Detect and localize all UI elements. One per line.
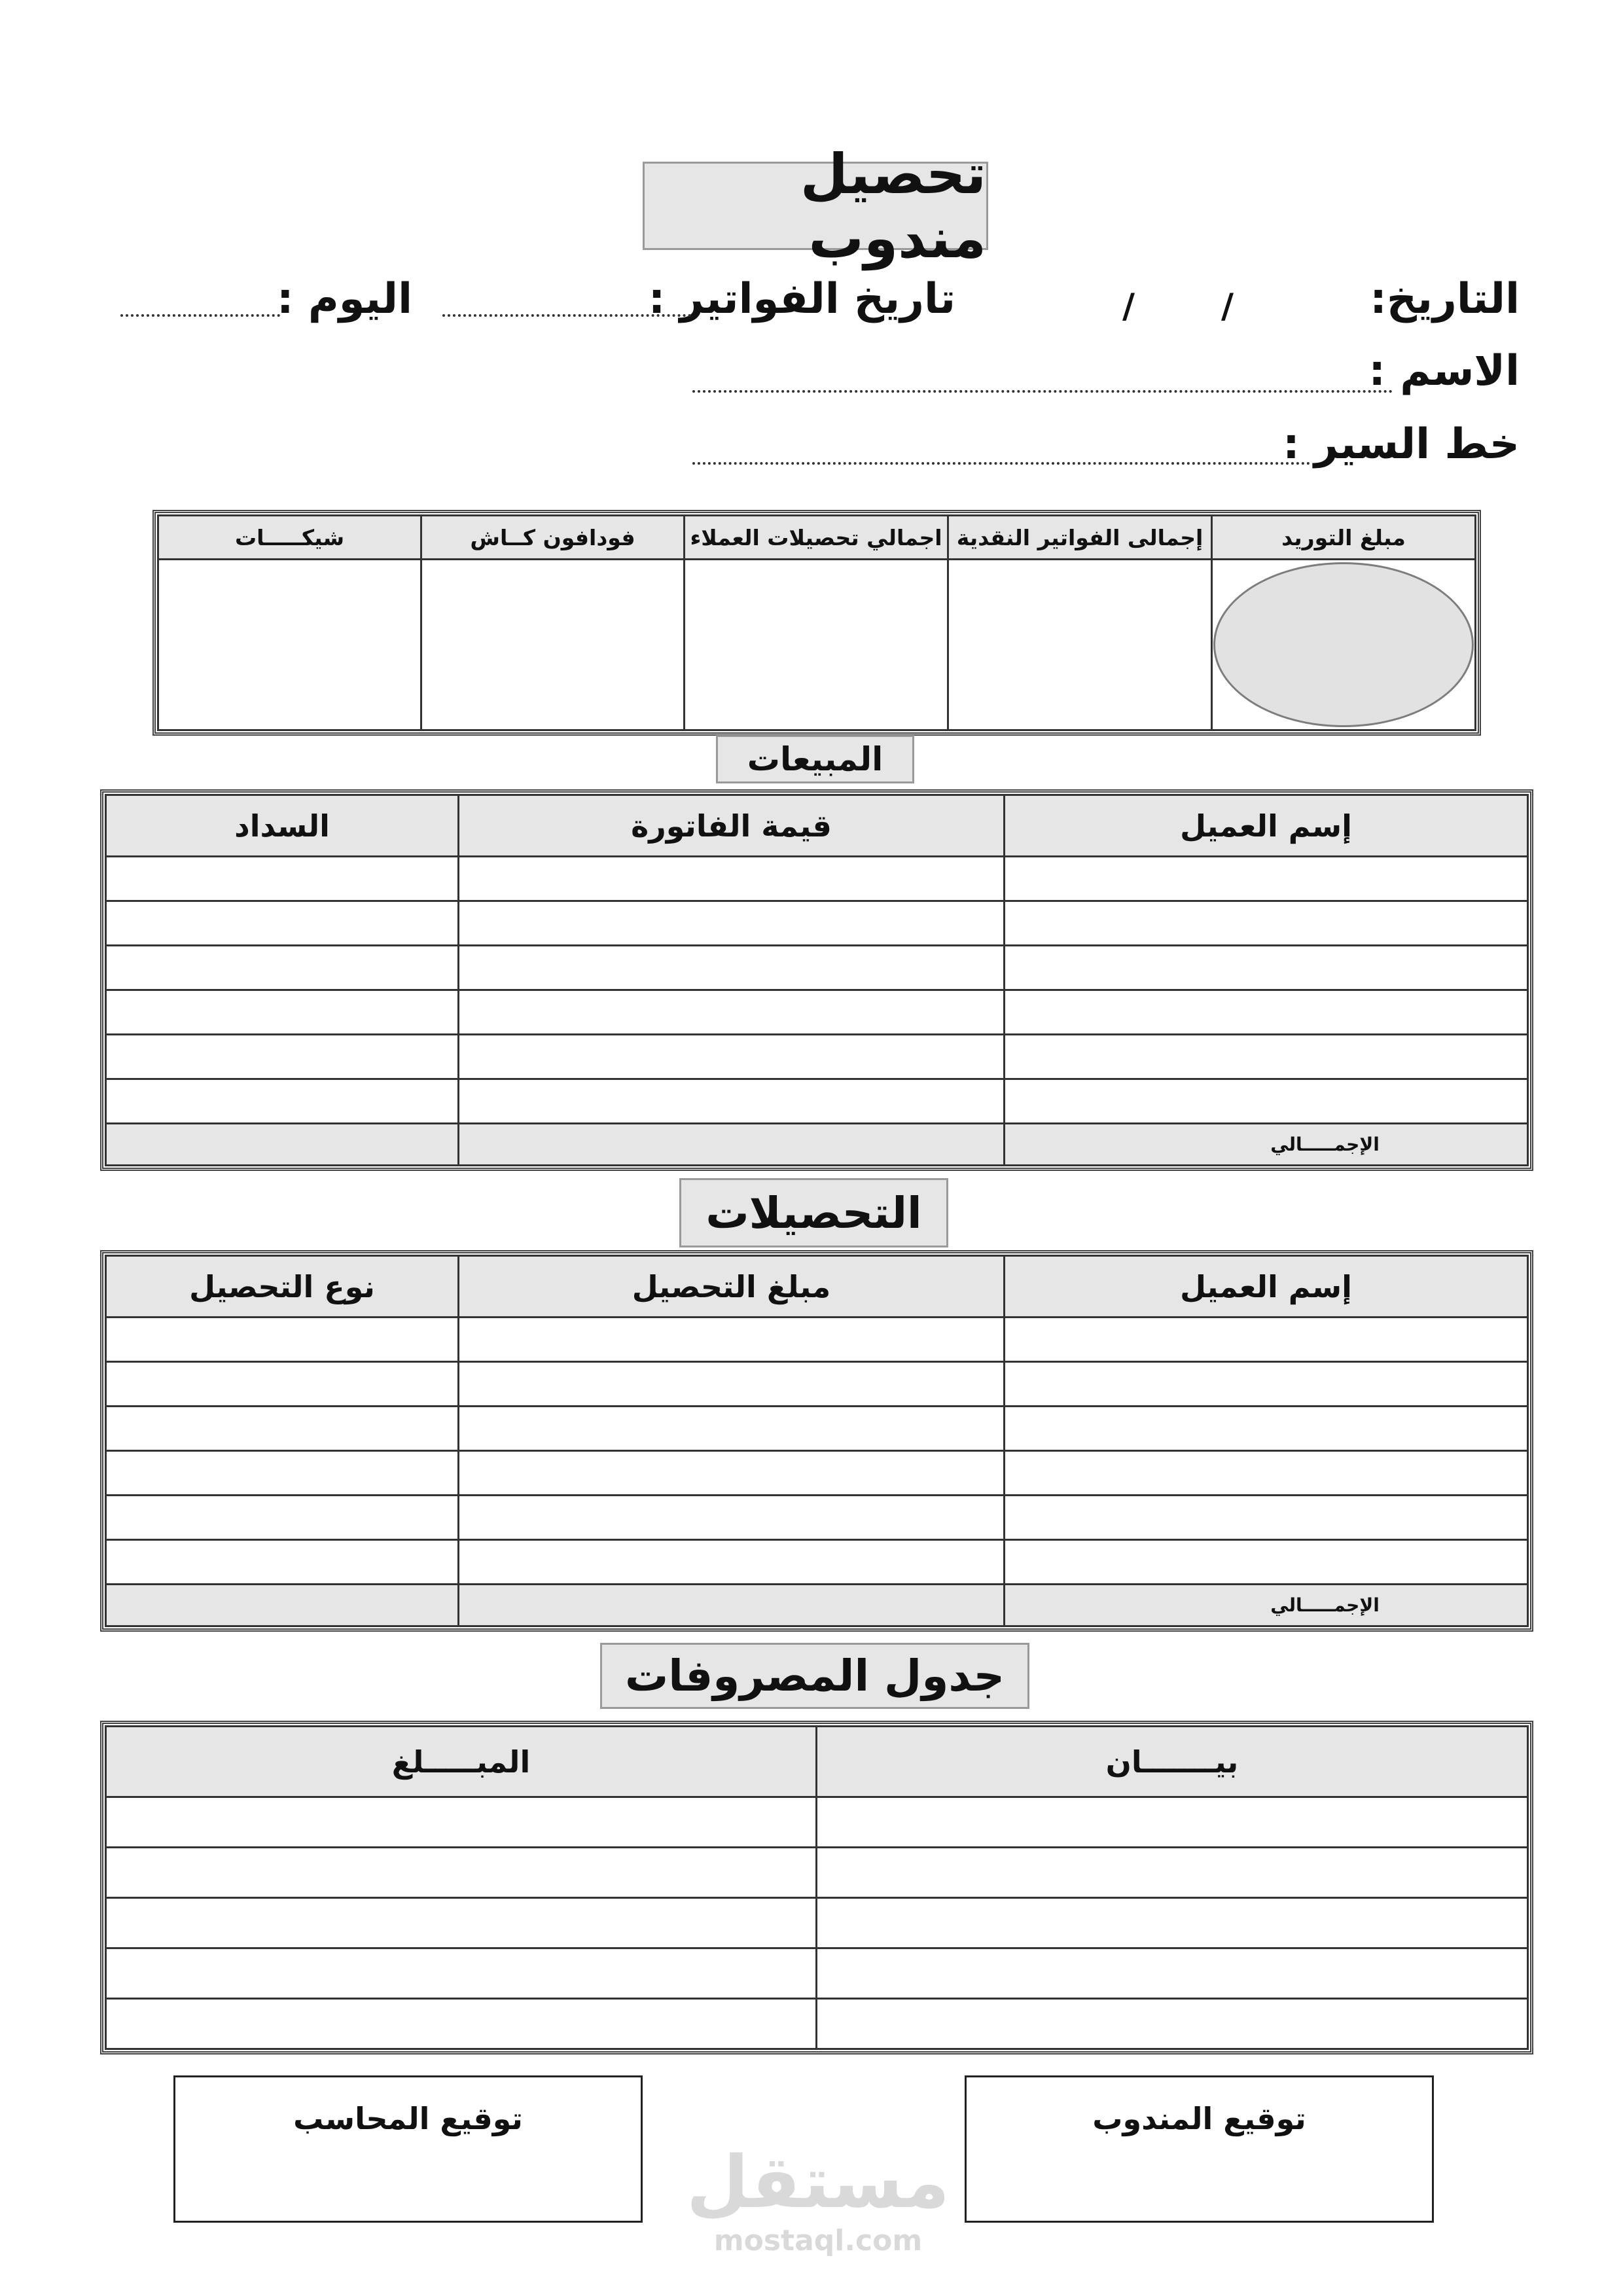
summary-header-3: اجمالي تحصيلات العملاء xyxy=(685,516,948,560)
customer-collections-total-cell[interactable] xyxy=(685,560,948,730)
sales-total-row xyxy=(106,1124,1528,1166)
collections-cell[interactable] xyxy=(1005,1318,1528,1362)
stamp-oval xyxy=(1213,562,1474,727)
expenses-cell[interactable] xyxy=(106,1948,817,1999)
sales-cell[interactable] xyxy=(106,901,459,946)
sales-header-1: إسم العميل xyxy=(1005,795,1528,857)
collections-cell[interactable] xyxy=(459,1318,1005,1362)
sales-table xyxy=(105,794,1529,1166)
expenses-cell[interactable] xyxy=(106,1848,817,1898)
sales-total-cell[interactable] xyxy=(459,1124,1005,1166)
sales-cell[interactable] xyxy=(459,1079,1005,1124)
invoice-date-label: تاريخ الفواتير : xyxy=(648,275,955,323)
collections-total-row xyxy=(106,1585,1528,1626)
date-separator-1: / xyxy=(1221,287,1234,326)
route-label: خط السير : xyxy=(1283,420,1520,469)
sales-cell[interactable] xyxy=(106,1035,459,1079)
collections-cell[interactable] xyxy=(1005,1362,1528,1407)
sales-header-2: قيمة الفاتورة xyxy=(459,795,1005,857)
page-title: تحصيل مندوب xyxy=(643,162,988,250)
day-field[interactable] xyxy=(120,314,280,317)
collections-row xyxy=(106,1451,1528,1496)
sales-cell[interactable] xyxy=(1005,857,1528,901)
invoice-date-field[interactable] xyxy=(442,314,691,317)
sales-total-cell[interactable] xyxy=(106,1124,459,1166)
sales-cell[interactable] xyxy=(459,990,1005,1035)
sales-cell[interactable] xyxy=(1005,1035,1528,1079)
collections-header-3: نوع التحصيل xyxy=(106,1256,459,1318)
sales-cell[interactable] xyxy=(106,857,459,901)
watermark-brand: مستقل xyxy=(686,2140,950,2224)
expenses-row xyxy=(106,1797,1528,1848)
sales-cell[interactable] xyxy=(1005,1079,1528,1124)
sales-row xyxy=(106,990,1528,1035)
collections-row xyxy=(106,1407,1528,1451)
summary-header-2: إجمالى الفواتير النقدية xyxy=(948,516,1212,560)
collections-total-label: الإجمـــــالي xyxy=(1005,1585,1528,1626)
sales-cell[interactable] xyxy=(106,946,459,990)
collections-label: التحصيلات xyxy=(679,1178,948,1247)
expenses-row xyxy=(106,1999,1528,2049)
expenses-table xyxy=(105,1725,1529,2050)
collections-row xyxy=(106,1496,1528,1540)
collections-cell[interactable] xyxy=(1005,1451,1528,1496)
name-label: الاسم : xyxy=(1368,347,1520,395)
sales-cell[interactable] xyxy=(1005,990,1528,1035)
accountant-signature-label: توقيع المحاسب xyxy=(293,2101,523,2136)
sales-cell[interactable] xyxy=(106,1079,459,1124)
date-month-field[interactable] xyxy=(1158,281,1217,327)
cheques-cell[interactable] xyxy=(158,560,421,730)
sales-row xyxy=(106,901,1528,946)
collections-cell[interactable] xyxy=(459,1451,1005,1496)
expenses-header-2: المبـــــلغ xyxy=(106,1727,817,1797)
collections-cell[interactable] xyxy=(1005,1407,1528,1451)
day-label: اليوم : xyxy=(277,275,412,323)
sales-cell[interactable] xyxy=(459,901,1005,946)
watermark-url: mostaql.com xyxy=(713,2224,923,2257)
rep-signature-box[interactable] xyxy=(965,2075,1434,2223)
collections-total-cell[interactable] xyxy=(459,1585,1005,1626)
sales-cell[interactable] xyxy=(459,857,1005,901)
collections-table xyxy=(105,1255,1529,1627)
collections-header-2: مبلغ التحصيل xyxy=(459,1256,1005,1318)
expenses-row xyxy=(106,1898,1528,1948)
date-year-field[interactable] xyxy=(1041,281,1119,327)
collections-cell[interactable] xyxy=(459,1407,1005,1451)
collections-cell[interactable] xyxy=(1005,1540,1528,1585)
collections-row xyxy=(106,1540,1528,1585)
summary-header-1: مبلغ التوريد xyxy=(1212,516,1476,560)
collections-cell[interactable] xyxy=(459,1496,1005,1540)
expenses-cell[interactable] xyxy=(817,1797,1528,1848)
collections-cell[interactable] xyxy=(1005,1496,1528,1540)
date-label: التاريخ: xyxy=(1370,275,1520,323)
expenses-cell[interactable] xyxy=(817,1948,1528,1999)
rep-signature-label: توقيع المندوب xyxy=(1092,2101,1306,2136)
expenses-row xyxy=(106,1948,1528,1999)
supply-amount-cell[interactable] xyxy=(1212,560,1476,730)
sales-row xyxy=(106,1035,1528,1079)
sales-cell[interactable] xyxy=(459,946,1005,990)
sales-row xyxy=(106,857,1528,901)
collections-row xyxy=(106,1318,1528,1362)
expenses-label: جدول المصروفات xyxy=(600,1643,1029,1709)
date-day-field[interactable] xyxy=(1257,281,1361,327)
collections-cell[interactable] xyxy=(106,1318,459,1362)
sales-cell[interactable] xyxy=(1005,946,1528,990)
sales-total-label: الإجمـــــالي xyxy=(1005,1124,1528,1166)
expenses-cell[interactable] xyxy=(817,1848,1528,1898)
summary-header-5: شيكـــــات xyxy=(158,516,421,560)
collections-cell[interactable] xyxy=(459,1540,1005,1585)
sales-row xyxy=(106,946,1528,990)
collections-cell[interactable] xyxy=(106,1451,459,1496)
expenses-cell[interactable] xyxy=(817,1999,1528,2049)
sales-cell[interactable] xyxy=(106,990,459,1035)
collections-cell[interactable] xyxy=(106,1407,459,1451)
cash-invoices-total-cell[interactable] xyxy=(948,560,1212,730)
expenses-row xyxy=(106,1848,1528,1898)
collections-header-1: إسم العميل xyxy=(1005,1256,1528,1318)
expenses-cell[interactable] xyxy=(817,1898,1528,1948)
collections-cell[interactable] xyxy=(106,1362,459,1407)
expenses-cell[interactable] xyxy=(106,1898,817,1948)
name-field[interactable] xyxy=(692,390,1393,393)
collections-total-cell[interactable] xyxy=(106,1585,459,1626)
sales-cell[interactable] xyxy=(459,1035,1005,1079)
expenses-cell[interactable] xyxy=(106,1797,817,1848)
accountant-signature-box[interactable] xyxy=(173,2075,643,2223)
summary-table xyxy=(157,514,1476,731)
sales-label: المبيعات xyxy=(716,735,914,783)
collections-cell[interactable] xyxy=(106,1540,459,1585)
collections-cell[interactable] xyxy=(106,1496,459,1540)
vodafone-cash-cell[interactable] xyxy=(421,560,685,730)
sales-cell[interactable] xyxy=(1005,901,1528,946)
summary-header-4: فودافون كــاش xyxy=(421,516,685,560)
collections-row xyxy=(106,1362,1528,1407)
expenses-cell[interactable] xyxy=(106,1999,817,2049)
expenses-header-1: بيـــــــان xyxy=(817,1727,1528,1797)
route-field[interactable] xyxy=(692,462,1310,465)
collections-cell[interactable] xyxy=(459,1362,1005,1407)
sales-row xyxy=(106,1079,1528,1124)
date-separator-2: / xyxy=(1122,287,1135,326)
sales-header-3: السداد xyxy=(106,795,459,857)
